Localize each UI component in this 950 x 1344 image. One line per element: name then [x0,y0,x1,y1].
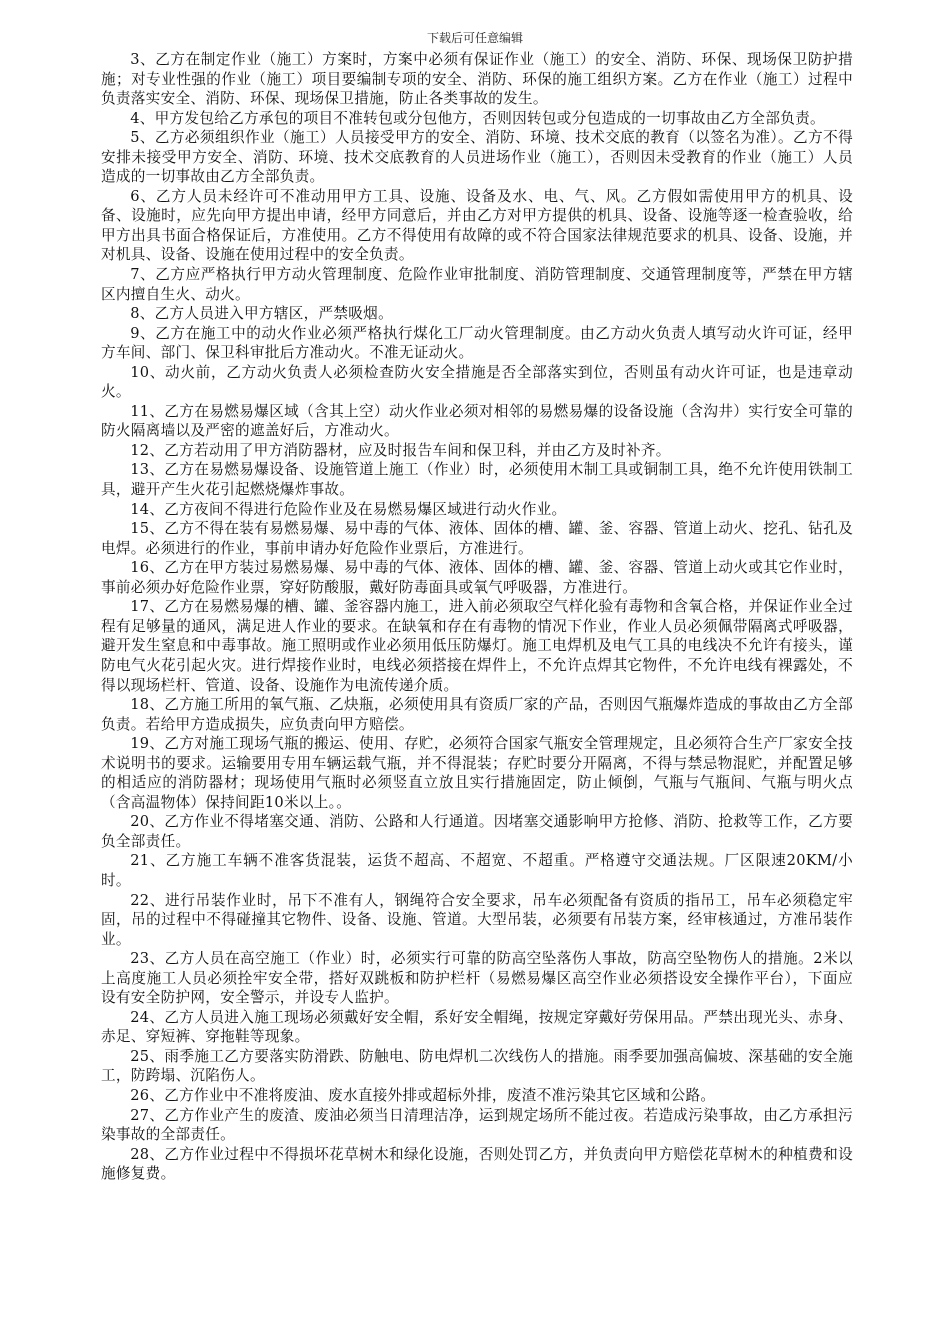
clause-11: 11、乙方在易燃易爆区域（含其上空）动火作业必须对相邻的易燃易爆的设备设施（含沟井）实行安全可靠的防火隔离墙以及严密的遮盖好后，方准动火。 [101,402,853,440]
clause-5: 5、乙方必须组织作业（施工）人员接受甲方的安全、消防、环境、技术交底的教育（以签名为准）。乙方不得安排未接受甲方安全、消防、环境、技术交底教育的人员进场作业（施工），否则因未受教育的作业（施工）人员造成的一切事故由乙方全部负责。 [101,129,853,186]
page-header: 下载后可任意编辑 [426,31,523,45]
clause-16: 16、乙方在甲方装过易燃易爆、易中毒的气体、液体、固体的槽、罐、釜、容器、管道上动火或其它作业时，事前必须办好危险作业票，穿好防酸服，戴好防毒面具或氧气呼吸器，方准进行。 [101,559,853,596]
clause-20: 20、乙方作业不得堵塞交通、消防、公路和人行通道。因堵塞交通影响甲方抢修、消防、抢救等工作，乙方要负全部责任。 [101,813,853,850]
clause-19: 19、乙方对施工现场气瓶的搬运、使用、存贮，必须符合国家气瓶安全管理规定，且必须符合生产厂家安全技术说明书的要求。运输要用专用车辆运载气瓶，并不得混装；存贮时要分开隔离，不得与禁忌物混贮，并配置足够的相适应的消防器材；现场使用气瓶时必须竖直立放且实行措施固定，防止倾倒，气瓶与气瓶间、气瓶与明火点（含高温物体）保持间距10米以上。。 [101,735,853,811]
clause-9: 9、乙方在施工中的动火作业必须严格执行煤化工厂动火管理制度。由乙方动火负责人填写动火许可证，经甲方车间、部门、保卫科审批后方准动火。不准无证动火。 [101,324,853,362]
clause-22: 22、进行吊装作业时，吊下不准有人，钢绳符合安全要求，吊车必须配备有资质的指吊工，吊车必须稳定牢固，吊的过程中不得碰撞其它物件、设备、设施、管道。大型吊装，必须要有吊装方案，经审核通过，方准吊装作业。 [101,891,853,948]
clause-27: 27、乙方作业产生的废渣、废油必须当日清理洁净，运到规定场所不能过夜。若造成污染事故，由乙方承担污染事故的全部责任。 [101,1106,853,1144]
clause-7: 7、乙方应严格执行甲方动火管理制度、危险作业审批制度、消防管理制度、交通管理制度等，严禁在甲方辖区内擅自生火、动火。 [101,266,853,303]
clause-28: 28、乙方作业过程中不得损坏花草树木和绿化设施，否则处罚乙方，并负责向甲方赔偿花草树木的种植费和设施修复费。 [101,1145,853,1183]
clause-24: 24、乙方人员进入施工现场必须戴好安全帽，系好安全帽绳，按规定穿戴好劳保用品。严禁出现光头、赤身、赤足、穿短裤、穿拖鞋等现象。 [101,1008,853,1046]
clause-25: 25、雨季施工乙方要落实防滑跌、防触电、防电焊机二次线伤人的措施。雨季要加强高偏坡、深基础的安全施工，防跨塌、沉陷伤人。 [101,1047,853,1085]
clause-26: 26、乙方作业中不准将废油、废水直接外排或超标外排，废渣不准污染其它区域和公路。 [130,1086,716,1104]
clause-14: 14、乙方夜间不得进行危险作业及在易燃易爆区域进行动火作业。 [130,500,567,518]
clause-21: 21、乙方施工车辆不准客货混装，运货不超高、不超宽、不超重。严格遵守交通法规。厂区限速20KM/小时。 [101,852,853,889]
document-body [101,50,853,1184]
clause-15: 15、乙方不得在装有易燃易爆、易中毒的气体、液体、固体的槽、罐、釜、容器、管道上动火、挖孔、钻孔及电焊。必须进行的作业，事前申请办好危险作业票后，方准进行。 [101,520,853,557]
clause-4: 4、甲方发包给乙方承包的项目不准转包或分包他方，否则因转包或分包造成的一切事故由乙方全部负责。 [130,109,825,127]
clause-6: 6、乙方人员未经许可不准动用甲方工具、设施、设备及水、电、气、风。乙方假如需使用甲方的机具、设备、设施时，应先向甲方提出申请，经甲方同意后，并由乙方对甲方提供的机具、设备、设施等逐一检查验收，给甲方出具书面合格保证后，方准使用。乙方不得使用有故障的或不符合国家法律规范要求的机具、设备、设施，并对机具、设备、设施在使用过程中的安全负责。 [101,187,853,264]
clause-8: 8、乙方人员进入甲方辖区，严禁吸烟。 [130,305,393,323]
clause-17: 17、乙方在易燃易爆的槽、罐、釜容器内施工，进入前必须取空气样化验有毒物和含氧合格，并保证作业全过程有足够量的通风，满足进人作业的要求。在缺氧和存在有毒物的情况下作业，作业人员必须佩带隔离式呼吸器，避开发生窒息和中毒事故。施工照明或作业必须用低压防爆灯。施工电焊机及电气工具的电线决不允许有接头，谨防电气火花引起火灾。进行焊接作业时，电线必须搭接在焊件上，不允许点焊其它物件，不允许电线有裸露处，不得以现场栏杆、管道、设备、设施作为电流传递介质。 [101,598,853,694]
clause-3: 3、乙方在制定作业（施工）方案时，方案中必须有保证作业（施工）的安全、消防、环保、现场保卫防护措施；对专业性强的作业（施工）项目要编制专项的安全、消防、环保的施工组织方案。乙方在作业（施工）过程中负责落实安全、消防、环保、现场保卫措施，防止各类事故的发生。 [101,51,853,108]
clause-23: 23、乙方人员在高空施工（作业）时，必须实行可靠的防高空坠落伤人事故，防高空坠物伤人的措施。2米以上高度施工人员必须拴牢安全带，搭好双跳板和防护栏杆（易燃易爆区高空作业必须搭设安全操作平台），下面应设有安全防护网，安全警示，并设专人监护。 [101,950,853,1007]
clause-18: 18、乙方施工所用的氧气瓶、乙炔瓶，必须使用具有资质厂家的产品，否则因气瓶爆炸造成的事故由乙方全部负责。若给甲方造成损失，应负责向甲方赔偿。 [101,696,853,733]
clause-13: 13、乙方在易燃易爆设备、设施管道上施工（作业）时，必须使用木制工具或铜制工具，绝不允许使用铁制工具，避开产生火花引起燃烧爆炸事故。 [101,461,853,499]
clause-10: 10、动火前，乙方动火负责人必须检查防火安全措施是否全部落实到位，否则虽有动火许可证，也是违章动火。 [101,363,853,401]
clause-12: 12、乙方若动用了甲方消防器材，应及时报告车间和保卫科，并由乙方及时补齐。 [130,441,671,459]
